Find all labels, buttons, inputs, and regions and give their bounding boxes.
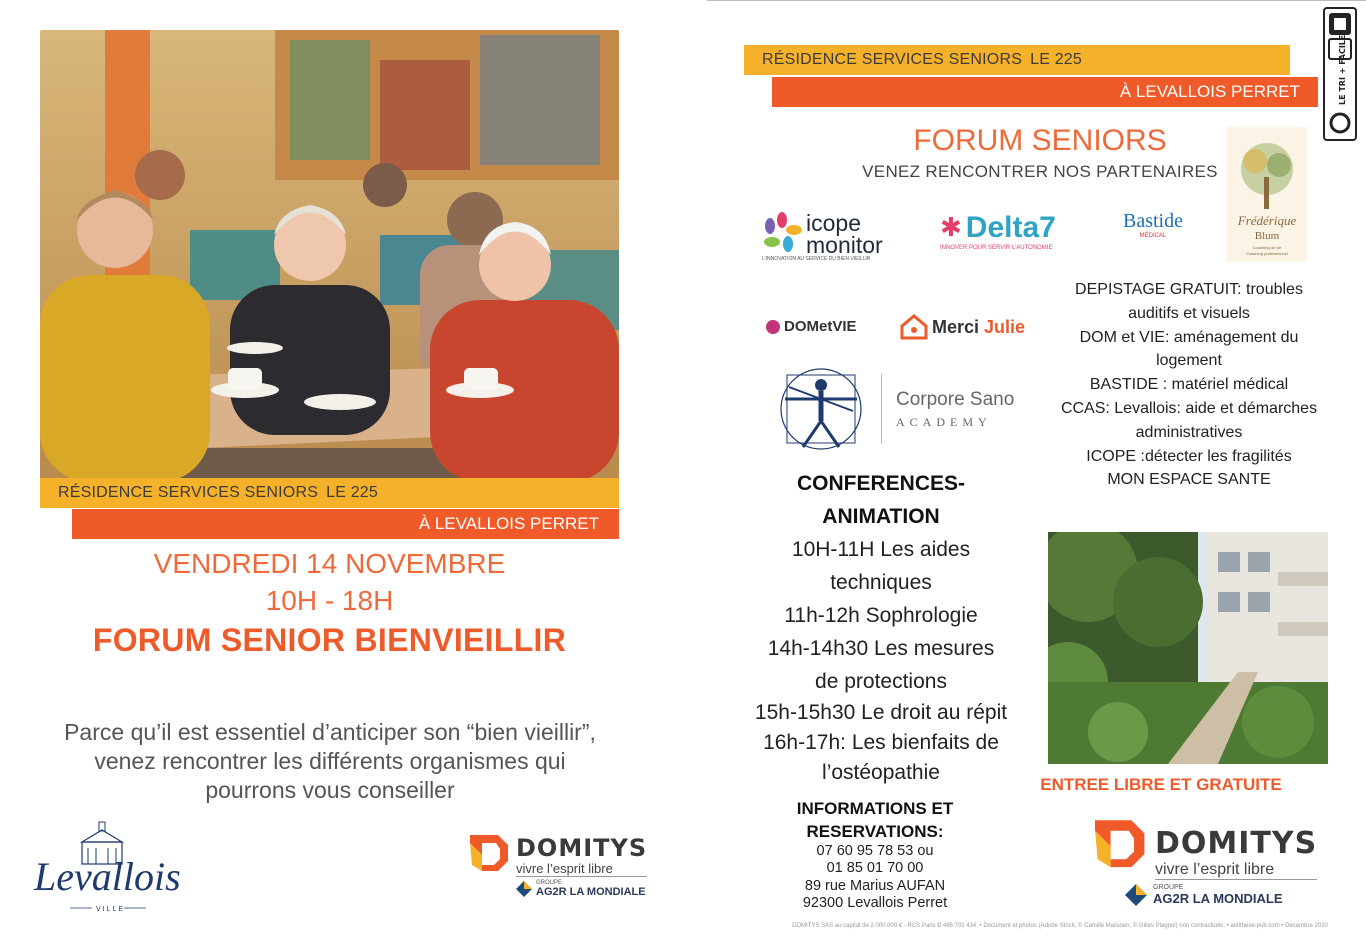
domvie-dot-icon — [766, 320, 780, 334]
conference-line: de protections — [815, 670, 947, 693]
service-line: auditifs et visuels — [1128, 304, 1250, 322]
le-tri-facile-logo — [1323, 7, 1357, 141]
address-line: 89 rue Marius AUFAN — [804, 877, 946, 894]
levallois-ville-logo — [30, 820, 180, 916]
services-list — [1048, 278, 1330, 492]
conferences-title-line: CONFERENCES- — [796, 472, 965, 495]
conferences-title — [750, 467, 1012, 533]
event-date: VENDREDI 14 NOVEMBRE — [153, 548, 506, 579]
contact-info — [760, 843, 990, 913]
info-title — [760, 797, 990, 843]
intro-line: pourrons vous conseiller — [205, 777, 455, 803]
domitys-brand: DOMITYS — [1155, 826, 1318, 861]
partner-delta7 — [940, 212, 1056, 251]
frederique-line2: Blum — [1254, 230, 1280, 242]
service-line: logement — [1156, 352, 1222, 370]
right-domitys-logo — [1095, 820, 1317, 906]
vitruvian-man-icon — [775, 365, 867, 453]
partner-bastide — [1123, 210, 1183, 239]
info-title-line: INFORMATIONS ET — [796, 799, 954, 818]
phone-line: 01 85 01 70 00 — [826, 860, 924, 877]
service-line: DEPISTAGE GRATUIT: troubles — [1075, 281, 1303, 298]
icope-line1: icope — [806, 210, 861, 236]
service-line: DOM et VIE: aménagement du — [1079, 328, 1299, 346]
ag2r-name: AG2R LA MONDIALE — [536, 886, 646, 898]
ag2r-diamond-icon — [516, 881, 532, 897]
conference-line: 14h-14h30 Les mesures — [767, 637, 995, 660]
delta-tagline: INNOVER POUR SERVIR L’AUTONOMIE — [940, 245, 1053, 251]
conference-line: 11h-12h Sophrologie — [784, 604, 978, 627]
forum-title: FORUM SENIORS — [913, 124, 1167, 157]
forum-subtitle: VENEZ RENCONTRER NOS PARTENAIRES — [862, 162, 1218, 181]
conference-line: 15h-15h30 Le droit au répit — [754, 701, 1008, 724]
domitys-slogan: vivre l’esprit libre — [1155, 860, 1317, 880]
domitys-brand: DOMITYS — [516, 834, 648, 862]
delta-name: Delta7 — [965, 210, 1056, 244]
icope-flower-icon — [762, 212, 802, 252]
ag2r-diamond-icon — [1125, 884, 1147, 906]
partner-merci-julie — [900, 314, 1025, 340]
frederique-line4: Coaching professionnel — [1246, 251, 1288, 256]
right-city-band — [772, 77, 1318, 107]
partner-corpore-sano — [775, 365, 1035, 453]
domitys-mark-icon — [1095, 820, 1147, 870]
event-intro — [20, 718, 640, 805]
service-line: administratives — [1135, 423, 1243, 441]
conferences-list — [733, 533, 1029, 788]
delta-star-icon: ✱ — [940, 212, 962, 242]
merci-word: Merci — [932, 316, 980, 337]
intro-line: Parce qu’il est essentiel d’anticiper son “bien vieillir”, — [64, 719, 596, 745]
merci-house-icon — [900, 314, 928, 340]
service-line: BASTIDE : matériel médical — [1089, 376, 1289, 394]
phone-line: 07 60 95 78 53 ou — [816, 843, 934, 859]
icope-line2: monitor — [806, 232, 883, 258]
domitys-slogan: vivre l’esprit libre — [516, 861, 647, 877]
right-residence-band — [744, 45, 1290, 75]
ag2r-group-label: GROUPE — [536, 880, 563, 886]
domvie-name: DOMetVIE — [784, 318, 857, 335]
free-entry-notice: ENTREE LIBRE ET GRATUITE — [1040, 775, 1282, 794]
residents-card-game-photo — [40, 30, 619, 482]
service-line: CCAS: Levallois: aide et démarches — [1060, 399, 1318, 417]
levallois-ville: VILLE — [96, 906, 126, 913]
residence-garden-photo — [1048, 532, 1328, 764]
bastide-sub: MÉDICAL — [1139, 233, 1167, 239]
page-top-rule — [707, 0, 1366, 1]
corpore-name: Corpore Sano — [896, 388, 1015, 410]
intro-line: venez rencontrer les différents organismes qui — [94, 748, 566, 774]
conferences-title-line: ANIMATION — [822, 505, 940, 528]
frederique-line3: Coaching de vie — [1252, 245, 1282, 250]
partner-icope-monitor — [762, 212, 883, 256]
partner-dom-et-vie — [766, 318, 857, 335]
right-residence-label: RÉSIDENCE SERVICES SENIORS — [762, 51, 1023, 68]
left-city-label: À LEVALLOIS PERRET — [418, 514, 599, 533]
conference-line: 10H-11H Les aides — [791, 538, 971, 561]
corpore-academy: ACADEMY — [896, 414, 992, 429]
ag2r-name: AG2R LA MONDIALE — [1153, 891, 1283, 906]
icope-tagline: L’INNOVATION AU SERVICE DU BIEN VIEILLIR — [762, 256, 871, 262]
tri-label: LE TRI + FACILE — [1338, 34, 1347, 105]
partner-frederique-blum — [1227, 127, 1307, 262]
event-hours: 10H - 18H — [265, 585, 394, 616]
info-title-line: RESERVATIONS: — [806, 822, 944, 841]
right-city-label: À LEVALLOIS PERRET — [1119, 82, 1300, 101]
julie-word: Julie — [984, 316, 1026, 337]
bastide-name: Bastide — [1123, 210, 1183, 232]
left-residence-label: RÉSIDENCE SERVICES SENIORS — [58, 484, 319, 501]
left-domitys-logo — [470, 835, 647, 898]
corpore-separator — [881, 374, 882, 444]
conference-line: 16h-17h: Les bienfaits de — [763, 731, 999, 754]
service-line: MON ESPACE SANTE — [1107, 471, 1271, 489]
left-residence-band — [40, 478, 619, 508]
conference-line: l’ostéopathie — [822, 761, 940, 784]
conference-line: techniques — [830, 571, 932, 594]
left-city-band — [72, 509, 619, 539]
right-residence-number: LE 225 — [1030, 51, 1083, 68]
levallois-word: Levallois — [34, 854, 180, 899]
ag2r-group-label: GROUPE — [1153, 884, 1184, 891]
event-title: FORUM SENIOR BIENVIEILLIR — [92, 622, 567, 658]
left-residence-number: LE 225 — [326, 484, 379, 501]
service-line: ICOPE :détecter les fragilités — [1086, 447, 1292, 465]
domitys-mark-icon — [470, 835, 510, 873]
legal-fineprint: DOMITYS SAS au capital de 2.000.000 € - RCS Paris B 488 701 434. • Document et photos (Adobe Stock, © Camille Malissen, © Gilles Plagnol) non contractuels. • antithese-pub.com • Décembre 2020 — [792, 923, 1328, 929]
frederique-line1: Frédérique — [1237, 213, 1297, 228]
address-line: 92300 Levallois Perret — [802, 895, 948, 912]
